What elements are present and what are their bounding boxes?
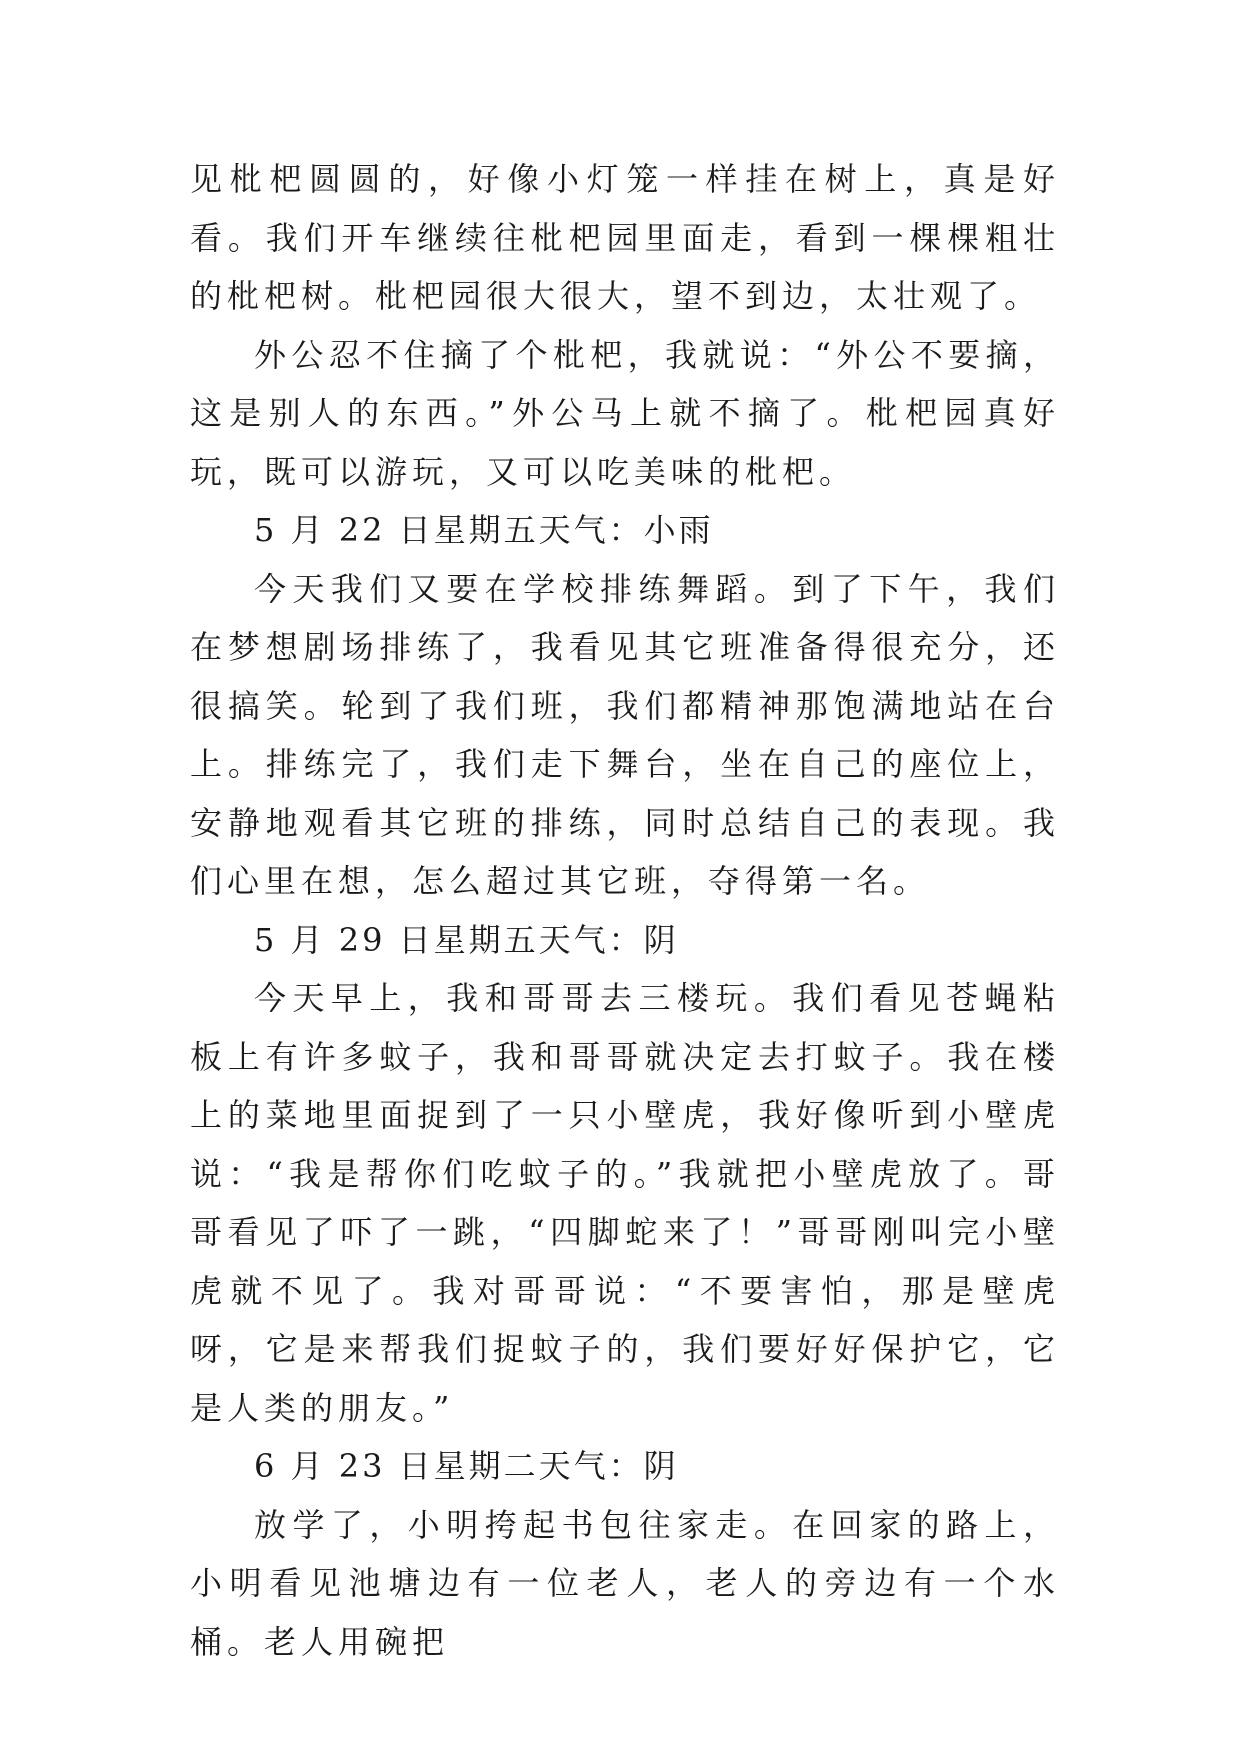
paragraph-gecko-story: 今天早上，我和哥哥去三楼玩。我们看见苍蝇粘板上有许多蚊子，我和哥哥就决定去打蚊子。我在楼上的菜地里面捉到了一只小壁虎，我好像听到小壁虎说：“我是帮你们吃蚊子的。”我就把小壁虎放了。哥哥看见了吓了一跳，“四脚蛇来了！”哥哥刚叫完小壁虎就不见了。我对哥哥说：“不要害怕，那是壁虎呀，它是来帮我们捉蚊子的，我们要好好保护它，它是人类的朋友。” <box>190 979 1060 1427</box>
document-page <box>190 150 1060 1671</box>
paragraph-grandpa-picking: 外公忍不住摘了个枇杷，我就说：“外公不要摘，这是别人的东西。”外公马上就不摘了。枇杷园真好玩，既可以游玩，又可以吃美味的枇杷。 <box>190 335 1060 491</box>
diary-date-june-23: 6 月 23 日星期二天气：阴 <box>254 1447 679 1485</box>
diary-date-may-22: 5 月 22 日星期五天气：小雨 <box>254 511 714 549</box>
paragraph-loquat-orchard: 见枇杷圆圆的，好像小灯笼一样挂在树上，真是好看。我们开车继续往枇杷园里面走，看到一棵棵粗壮的枇杷树。枇杷园很大很大，望不到边，太壮观了。 <box>190 160 1060 315</box>
paragraph-dance-rehearsal: 今天我们又要在学校排练舞蹈。到了下午，我们在梦想剧场排练了，我看见其它班准备得很充分，还很搞笑。轮到了我们班，我们都精神那饱满地站在台上。排练完了，我们走下舞台，坐在自己的座位上，安静地观看其它班的排练，同时总结自己的表现。我们心里在想，怎么超过其它班，夺得第一名。 <box>190 569 1060 900</box>
diary-date-may-29: 5 月 29 日星期五天气：阴 <box>254 920 679 959</box>
paragraph-after-school: 放学了，小明挎起书包往家走。在回家的路上，小明看见池塘边有一位老人，老人的旁边有一个水桶。老人用碗把 <box>190 1505 1060 1661</box>
